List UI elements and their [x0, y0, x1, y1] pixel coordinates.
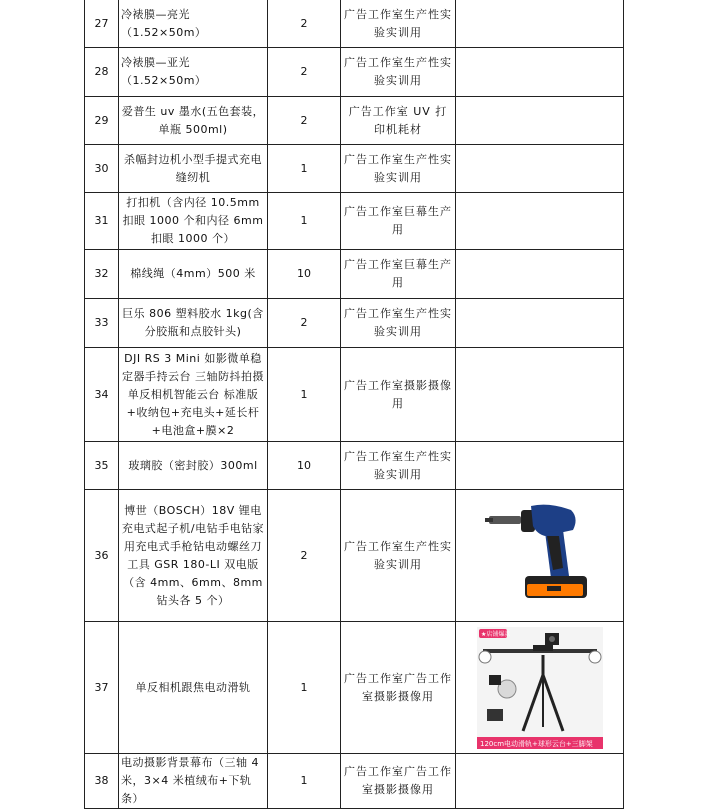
item-quantity: 1 — [268, 622, 341, 754]
row-number: 37 — [85, 622, 119, 754]
item-quantity: 1 — [268, 348, 341, 442]
row-number: 36 — [85, 490, 119, 622]
item-image-cell — [456, 97, 624, 145]
table-row — [85, 250, 624, 299]
item-image-cell — [456, 145, 624, 193]
item-usage: 广告工作室广告工作室摄影摄像用 — [341, 754, 456, 809]
item-name: 玻璃胶（密封胶）300ml — [119, 442, 268, 490]
row-number: 29 — [85, 97, 119, 145]
item-usage: 广告工作室生产性实验实训用 — [341, 145, 456, 193]
item-quantity: 2 — [268, 490, 341, 622]
item-usage: 广告工作室生产性实验实训用 — [341, 48, 456, 97]
item-quantity: 2 — [268, 48, 341, 97]
item-usage: 广告工作室生产性实验实训用 — [341, 442, 456, 490]
item-usage: 广告工作室广告工作室摄影摄像用 — [341, 622, 456, 754]
row-number: 28 — [85, 48, 119, 97]
item-name: 单反相机跟焦电动滑轨 — [119, 622, 268, 754]
item-name: 冷裱膜—亮光（1.52×50m） — [119, 0, 268, 48]
item-name: 冷裱膜—亚光（1.52×50m） — [119, 48, 268, 97]
table-row — [85, 193, 624, 250]
item-name: 打扣机（含内径 10.5mm 扣眼 1000 个和内径 6mm 扣眼 1000 个） — [119, 193, 268, 250]
table-row — [85, 348, 624, 442]
item-image-cell — [456, 299, 624, 348]
item-image-cell — [456, 442, 624, 490]
item-name: DJI RS 3 Mini 如影微单稳定器手持云台 三轴防抖拍摄 单反相机智能云台 标准版+收纳包+充电头+延长杆+电池盒+膜×2 — [119, 348, 268, 442]
table-row — [85, 299, 624, 348]
item-usage: 广告工作室生产性实验实训用 — [341, 490, 456, 622]
item-quantity: 10 — [268, 442, 341, 490]
item-usage: 广告工作室 UV 打印机耗材 — [341, 97, 456, 145]
row-number: 34 — [85, 348, 119, 442]
table-row — [85, 97, 624, 145]
row-number: 27 — [85, 0, 119, 48]
row-number: 35 — [85, 442, 119, 490]
table-row — [85, 145, 624, 193]
table-row — [85, 754, 624, 809]
item-quantity: 1 — [268, 754, 341, 809]
item-image-cell — [456, 490, 624, 622]
item-image-cell — [456, 622, 624, 754]
row-number: 30 — [85, 145, 119, 193]
item-image-cell — [456, 193, 624, 250]
camera-slider-tripod-photo — [477, 627, 603, 749]
row-number: 38 — [85, 754, 119, 809]
table-row — [85, 48, 624, 97]
table-row — [85, 442, 624, 490]
row-number: 31 — [85, 193, 119, 250]
item-image-cell — [456, 754, 624, 809]
item-name: 爱普生 uv 墨水(五色套装，单瓶 500ml) — [119, 97, 268, 145]
item-name: 电动摄影背景幕布（三轴 4 米，3×4 米植绒布+下轨条） — [119, 754, 268, 809]
badge-text: ★店铺爆款 — [480, 630, 510, 638]
item-image-cell — [456, 0, 624, 48]
item-quantity: 2 — [268, 299, 341, 348]
item-quantity: 2 — [268, 97, 341, 145]
table-row — [85, 0, 624, 48]
item-quantity: 1 — [268, 145, 341, 193]
product-caption: 120cm电动滑轨+球形云台+三脚架 — [479, 739, 593, 748]
item-quantity: 1 — [268, 193, 341, 250]
table-row — [85, 622, 624, 754]
item-image-cell — [456, 250, 624, 299]
item-name: 杀幅封边机小型手提式充电缝纫机 — [119, 145, 268, 193]
purchase-list-table — [84, 0, 624, 809]
row-number: 32 — [85, 250, 119, 299]
item-name: 棉线绳（4mm）500 米 — [119, 250, 268, 299]
table-row — [85, 490, 624, 622]
item-image-cell — [456, 48, 624, 97]
row-number: 33 — [85, 299, 119, 348]
item-name: 巨乐 806 塑料胶水 1kg(含分胶瓶和点胶针头) — [119, 299, 268, 348]
item-image-cell — [456, 348, 624, 442]
item-name: 博世（BOSCH）18V 锂电充电式起子机/电钻手电钻家用充电式手枪钻电动螺丝刀工具 GSR 180-LI 双电版（含 4mm、6mm、8mm 钻头各 5 个） — [119, 490, 268, 622]
item-usage: 广告工作室生产性实验实训用 — [341, 299, 456, 348]
cordless-drill-photo — [485, 496, 595, 616]
item-usage: 广告工作室巨幕生产用 — [341, 250, 456, 299]
item-usage: 广告工作室巨幕生产用 — [341, 193, 456, 250]
item-quantity: 2 — [268, 0, 341, 48]
item-usage: 广告工作室生产性实验实训用 — [341, 0, 456, 48]
item-usage: 广告工作室摄影摄像用 — [341, 348, 456, 442]
item-quantity: 10 — [268, 250, 341, 299]
